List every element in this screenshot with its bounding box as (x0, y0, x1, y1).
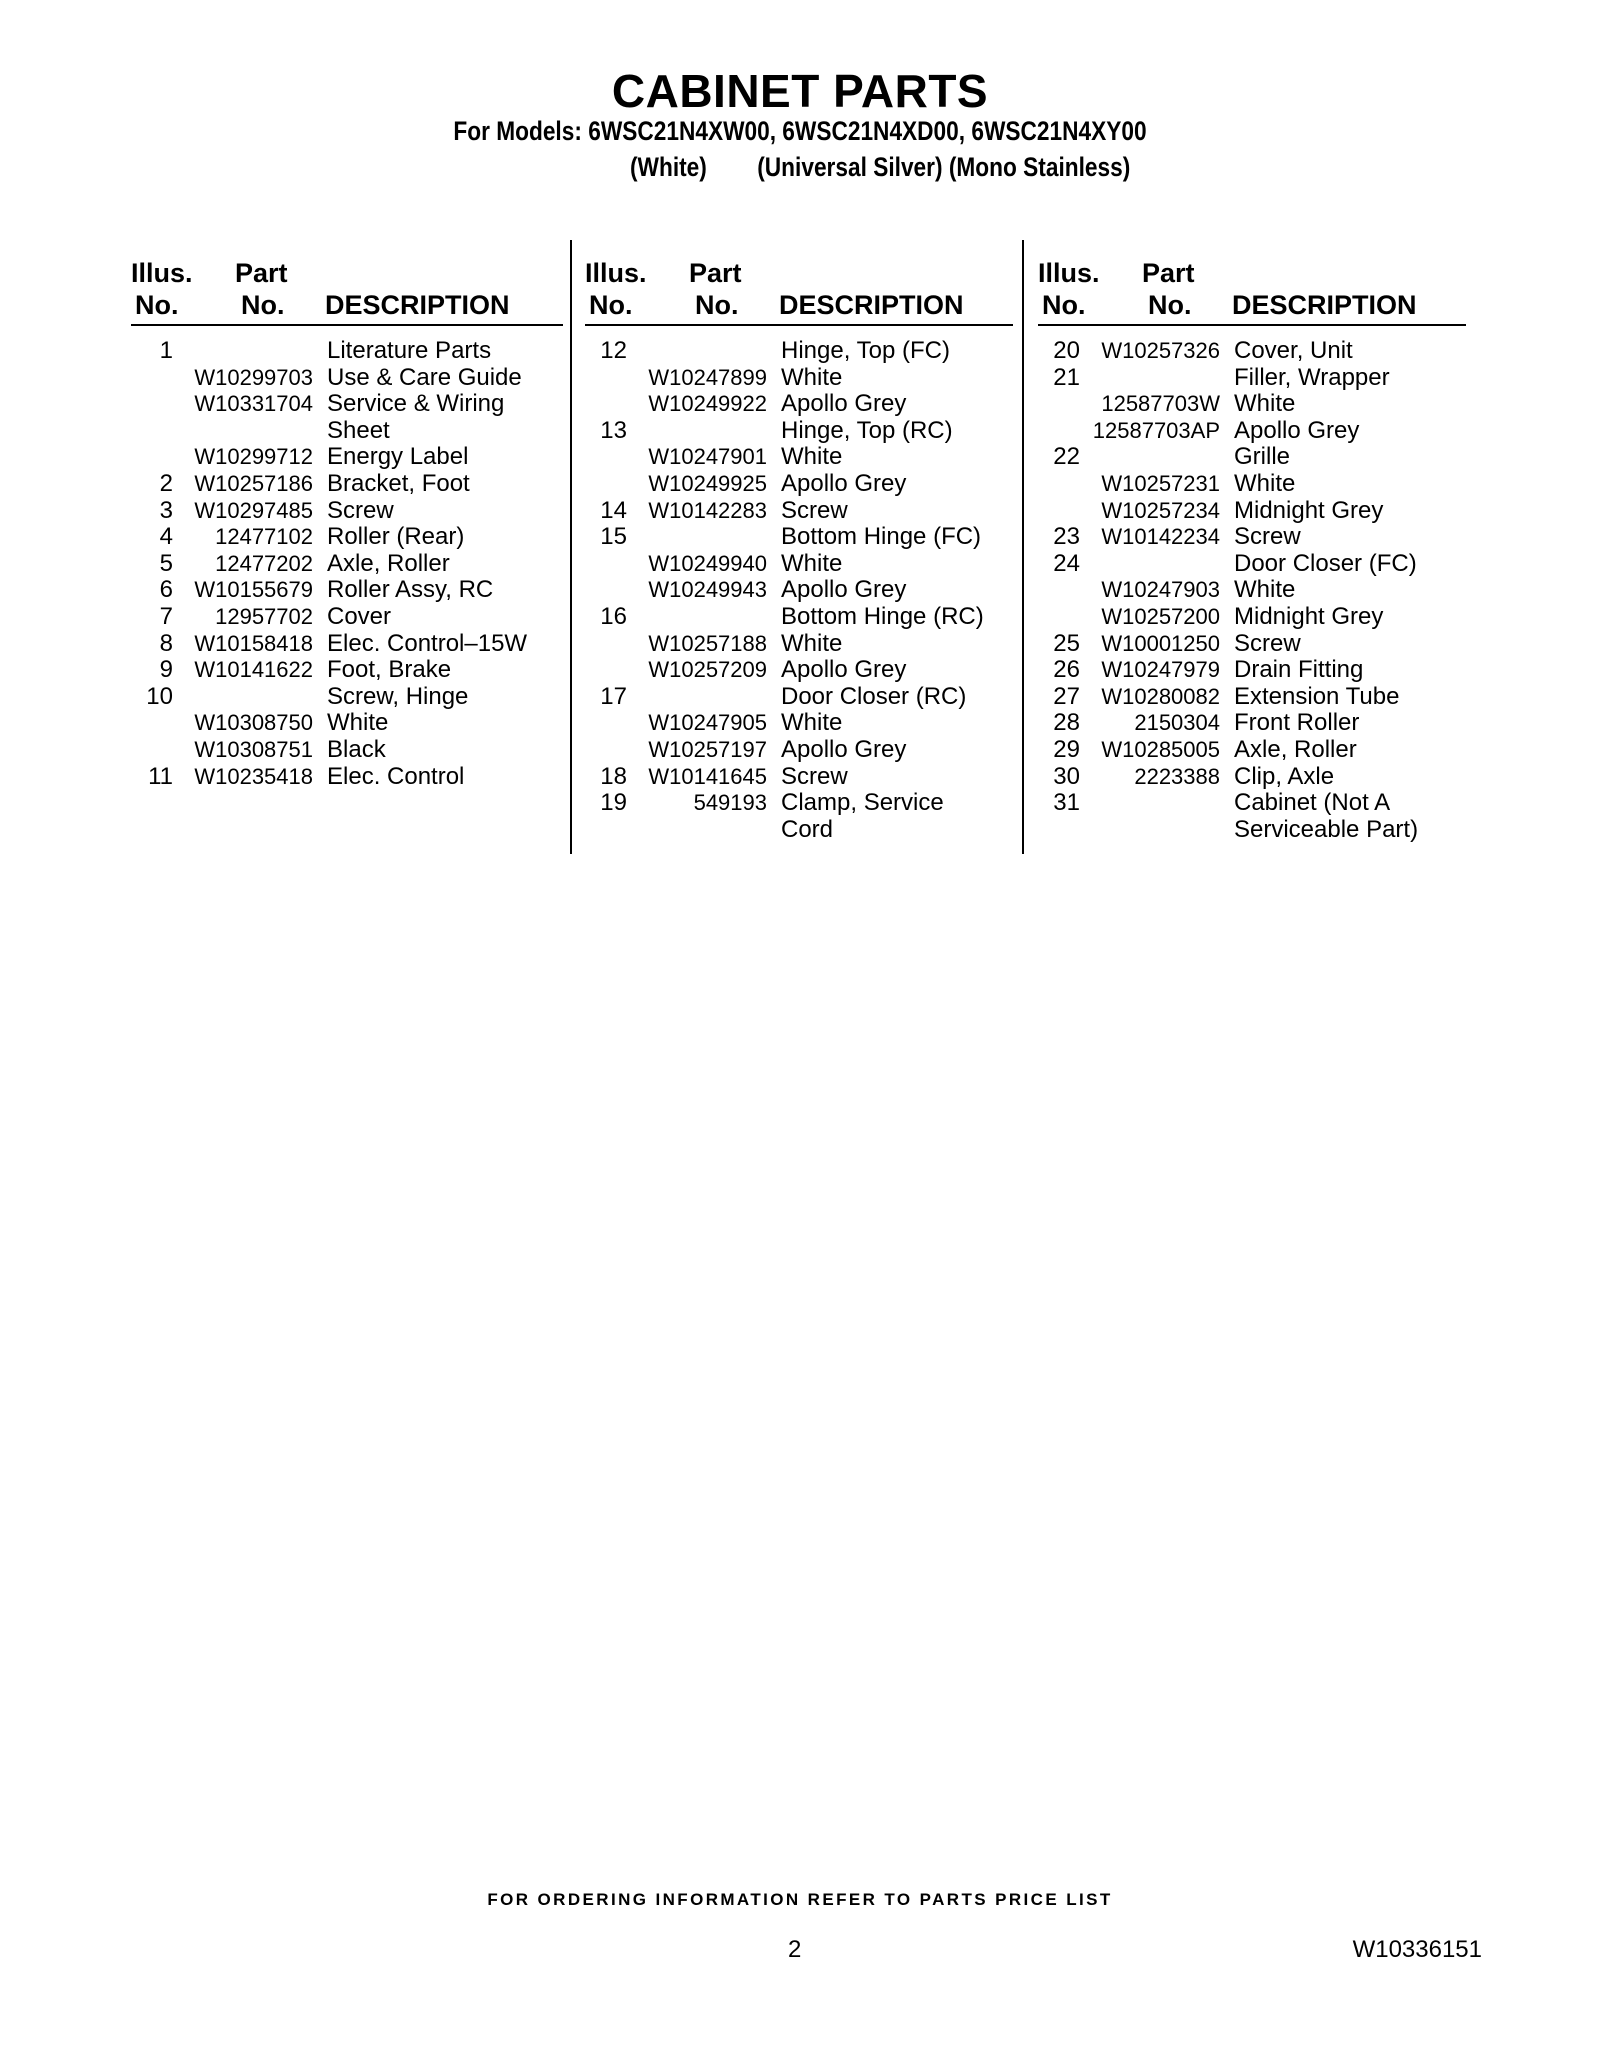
table-row (131, 551, 571, 578)
part-description: Grille (1234, 443, 1291, 471)
illus-number: 22 (1053, 443, 1080, 471)
table-row (585, 604, 1025, 631)
part-number: 12587703W (1101, 391, 1220, 417)
part-description: White (781, 443, 843, 471)
header-illus: Illus. (1038, 258, 1100, 288)
header-part: Part (689, 258, 742, 288)
part-description: White (327, 709, 389, 737)
part-description: White (1234, 576, 1296, 604)
illus-number: 23 (1053, 523, 1080, 551)
illus-number: 1 (159, 337, 173, 364)
part-number: 12477202 (215, 550, 313, 576)
column-header (585, 258, 1013, 326)
part-number: W10257231 (1101, 470, 1220, 496)
part-number: W10257234 (1101, 497, 1220, 523)
parts-column-3 (1038, 258, 1478, 843)
colors-line: (White) (Universal Silver) (Mono Stainless) (630, 152, 1131, 182)
illus-number: 15 (600, 523, 627, 551)
part-description: Bottom Hinge (FC) (781, 523, 982, 551)
table-row (131, 498, 571, 525)
illus-number: 28 (1053, 709, 1080, 737)
part-number: W10247901 (648, 444, 767, 470)
table-row (131, 684, 571, 711)
table-row (131, 365, 571, 392)
part-description: Cover (327, 602, 392, 630)
part-description: White (1234, 469, 1296, 497)
part-number: W10257200 (1101, 603, 1220, 629)
part-number: W10141622 (194, 657, 313, 683)
illus-number: 29 (1053, 735, 1080, 763)
table-row (585, 764, 1025, 791)
table-row (1038, 684, 1478, 711)
part-number: W10257197 (648, 736, 767, 762)
table-row (1038, 471, 1478, 498)
part-description: Filler, Wrapper (1234, 363, 1390, 391)
table-row (1038, 338, 1478, 365)
table-row (585, 817, 1025, 844)
part-number: W10142283 (648, 497, 767, 523)
part-description: Roller (Rear) (327, 523, 465, 551)
table-row (585, 551, 1025, 578)
part-number: W10257188 (648, 630, 767, 656)
illus-number: 20 (1053, 337, 1080, 364)
illus-number: 13 (600, 416, 627, 444)
parts-column-2 (585, 258, 1025, 843)
table-row (585, 710, 1025, 737)
header-illus-no: No. (135, 290, 179, 320)
table-row (1038, 604, 1478, 631)
table-row (1038, 498, 1478, 525)
illus-number: 5 (159, 549, 173, 577)
part-number: 12587703AP (1092, 417, 1220, 443)
part-description: Axle, Roller (1234, 735, 1357, 763)
illus-number: 16 (600, 602, 627, 630)
column-body (585, 338, 1025, 843)
part-number: 12477102 (215, 524, 313, 550)
illus-number: 7 (159, 602, 173, 630)
part-description: Door Closer (FC) (1234, 549, 1417, 577)
part-number: W10001250 (1101, 630, 1220, 656)
table-row (131, 631, 571, 658)
header-description: DESCRIPTION (779, 290, 964, 320)
header-part-no: No. (241, 290, 285, 320)
table-row (1038, 737, 1478, 764)
part-description: Axle, Roller (327, 549, 450, 577)
illus-number: 2 (159, 469, 173, 497)
part-number: W10299712 (194, 444, 313, 470)
part-number: W10249943 (648, 577, 767, 603)
table-row (585, 524, 1025, 551)
illus-number: 12 (600, 337, 627, 364)
header-part-no: No. (1148, 290, 1192, 320)
part-description: Clip, Axle (1234, 762, 1335, 790)
illus-number: 6 (159, 576, 173, 604)
part-description: Bracket, Foot (327, 469, 470, 497)
table-row (585, 657, 1025, 684)
part-description: Energy Label (327, 443, 469, 471)
column-body (1038, 338, 1478, 843)
table-row (131, 444, 571, 471)
part-description: Screw (781, 496, 848, 524)
part-number: W10308750 (194, 710, 313, 736)
part-description: White (1234, 390, 1296, 418)
table-row (131, 577, 571, 604)
column-body (131, 338, 571, 790)
table-row (585, 737, 1025, 764)
column-header (1038, 258, 1466, 326)
illus-number: 27 (1053, 682, 1080, 710)
part-description: Cabinet (Not A (1234, 789, 1391, 817)
table-row (585, 684, 1025, 711)
part-description: Apollo Grey (781, 656, 907, 684)
illus-number: 11 (148, 762, 173, 790)
table-row (585, 444, 1025, 471)
table-row (1038, 817, 1478, 844)
table-row (131, 657, 571, 684)
column-header (131, 258, 563, 326)
part-number: W10257186 (194, 470, 313, 496)
part-description: Screw (1234, 629, 1301, 657)
part-description: Apollo Grey (781, 390, 907, 418)
models-line: For Models: 6WSC21N4XW00, 6WSC21N4XD00, 6WSC21N4XY00 (453, 116, 1147, 146)
part-description: Cover, Unit (1234, 337, 1353, 364)
illus-number: 30 (1053, 762, 1080, 790)
illus-number: 26 (1053, 656, 1080, 684)
part-description: Use & Care Guide (327, 363, 522, 391)
header-description: DESCRIPTION (325, 290, 510, 320)
illus-number: 8 (159, 629, 173, 657)
part-number: W10158418 (194, 630, 313, 656)
part-number: W10247899 (648, 364, 767, 390)
part-description: Bottom Hinge (RC) (781, 602, 984, 630)
header-illus-no: No. (589, 290, 633, 320)
table-row (1038, 631, 1478, 658)
part-description: Service & Wiring (327, 390, 505, 418)
illus-number: 3 (159, 496, 173, 524)
table-row (585, 631, 1025, 658)
header-illus: Illus. (131, 258, 193, 288)
part-description: Hinge, Top (RC) (781, 416, 953, 444)
table-row (585, 365, 1025, 392)
table-row (131, 710, 571, 737)
part-description: Clamp, Service (781, 789, 944, 817)
table-row (1038, 444, 1478, 471)
illus-number: 4 (159, 523, 173, 551)
header-illus-no: No. (1042, 290, 1086, 320)
illus-number: 9 (159, 656, 173, 684)
part-number: W10280082 (1101, 683, 1220, 709)
column-divider (570, 240, 572, 854)
part-description: Elec. Control (327, 762, 465, 790)
part-description: Front Roller (1234, 709, 1360, 737)
part-description: Apollo Grey (1234, 416, 1360, 444)
table-row (1038, 657, 1478, 684)
part-number: W10247905 (648, 710, 767, 736)
page-title: CABINET PARTS (611, 65, 989, 117)
table-row (131, 764, 571, 791)
table-row (1038, 790, 1478, 817)
table-row (585, 418, 1025, 445)
part-description: Apollo Grey (781, 735, 907, 763)
part-description: Extension Tube (1234, 682, 1400, 710)
part-number: W10331704 (194, 391, 313, 417)
part-description: Sheet (327, 416, 390, 444)
part-number: W10247903 (1101, 577, 1220, 603)
ordering-note: FOR ORDERING INFORMATION REFER TO PARTS PRICE LIST (487, 1890, 1113, 1909)
table-row (131, 471, 571, 498)
part-number: W10141645 (648, 763, 767, 789)
part-number: W10297485 (194, 497, 313, 523)
illus-number: 10 (146, 682, 173, 710)
part-description: Screw (781, 762, 848, 790)
table-row (1038, 710, 1478, 737)
illus-number: 24 (1053, 549, 1080, 577)
part-number: 12957702 (215, 603, 313, 629)
part-description: Apollo Grey (781, 469, 907, 497)
part-description: Screw (327, 496, 394, 524)
table-row (131, 737, 571, 764)
table-row (585, 577, 1025, 604)
header-illus: Illus. (585, 258, 647, 288)
part-description: Screw, Hinge (327, 682, 469, 710)
illus-number: 17 (600, 682, 627, 710)
part-number: 549193 (693, 790, 767, 816)
table-row (1038, 577, 1478, 604)
part-number: W10308751 (194, 736, 313, 762)
part-number: W10142234 (1101, 524, 1220, 550)
part-number: W10249925 (648, 470, 767, 496)
part-number: W10249940 (648, 550, 767, 576)
part-number: W10249922 (648, 391, 767, 417)
table-row (585, 790, 1025, 817)
part-description: Door Closer (RC) (781, 682, 967, 710)
part-description: White (781, 629, 843, 657)
header-part-no: No. (695, 290, 739, 320)
illus-number: 18 (600, 762, 627, 790)
table-row (585, 338, 1025, 365)
header-part: Part (235, 258, 288, 288)
part-description: Drain Fitting (1234, 656, 1364, 684)
illus-number: 14 (600, 496, 627, 524)
table-row (131, 604, 571, 631)
part-description: Cord (781, 815, 834, 843)
part-description: Foot, Brake (327, 656, 452, 684)
part-number: W10299703 (194, 364, 313, 390)
part-description: White (781, 549, 843, 577)
part-description: Serviceable Part) (1234, 815, 1419, 843)
table-row (1038, 764, 1478, 791)
table-row (131, 391, 571, 418)
part-description: Midnight Grey (1234, 602, 1384, 630)
part-number: W10235418 (194, 763, 313, 789)
table-row (585, 498, 1025, 525)
part-description: Literature Parts (327, 337, 492, 364)
part-number: W10247979 (1101, 657, 1220, 683)
part-description: Hinge, Top (FC) (781, 337, 950, 364)
column-divider (1022, 240, 1024, 854)
part-description: Black (327, 735, 386, 763)
illus-number: 19 (600, 789, 627, 817)
part-description: Apollo Grey (781, 576, 907, 604)
part-number: W10257326 (1101, 338, 1220, 363)
part-number: W10257209 (648, 657, 767, 683)
illus-number: 21 (1053, 363, 1080, 391)
part-description: Midnight Grey (1234, 496, 1384, 524)
part-number: W10285005 (1101, 736, 1220, 762)
parts-column-1 (131, 258, 571, 790)
part-number: W10155679 (194, 577, 313, 603)
part-description: White (781, 709, 843, 737)
table-row (131, 524, 571, 551)
table-row (585, 391, 1025, 418)
header-part: Part (1142, 258, 1195, 288)
header-description: DESCRIPTION (1232, 290, 1417, 320)
part-description: White (781, 363, 843, 391)
part-number: 2150304 (1134, 710, 1220, 736)
document-number: W10336151 (1352, 1936, 1482, 1963)
table-row (1038, 551, 1478, 578)
illus-number: 25 (1053, 629, 1080, 657)
part-description: Elec. Control–15W (327, 629, 528, 657)
part-description: Roller Assy, RC (327, 576, 494, 604)
page-number: 2 (788, 1936, 802, 1963)
table-row (131, 418, 571, 445)
part-description: Screw (1234, 523, 1301, 551)
illus-number: 31 (1053, 789, 1080, 817)
table-row (1038, 418, 1478, 445)
part-number: 2223388 (1134, 763, 1220, 789)
table-row (1038, 391, 1478, 418)
table-row (1038, 365, 1478, 392)
table-row (131, 338, 571, 365)
table-row (1038, 524, 1478, 551)
table-row (585, 471, 1025, 498)
